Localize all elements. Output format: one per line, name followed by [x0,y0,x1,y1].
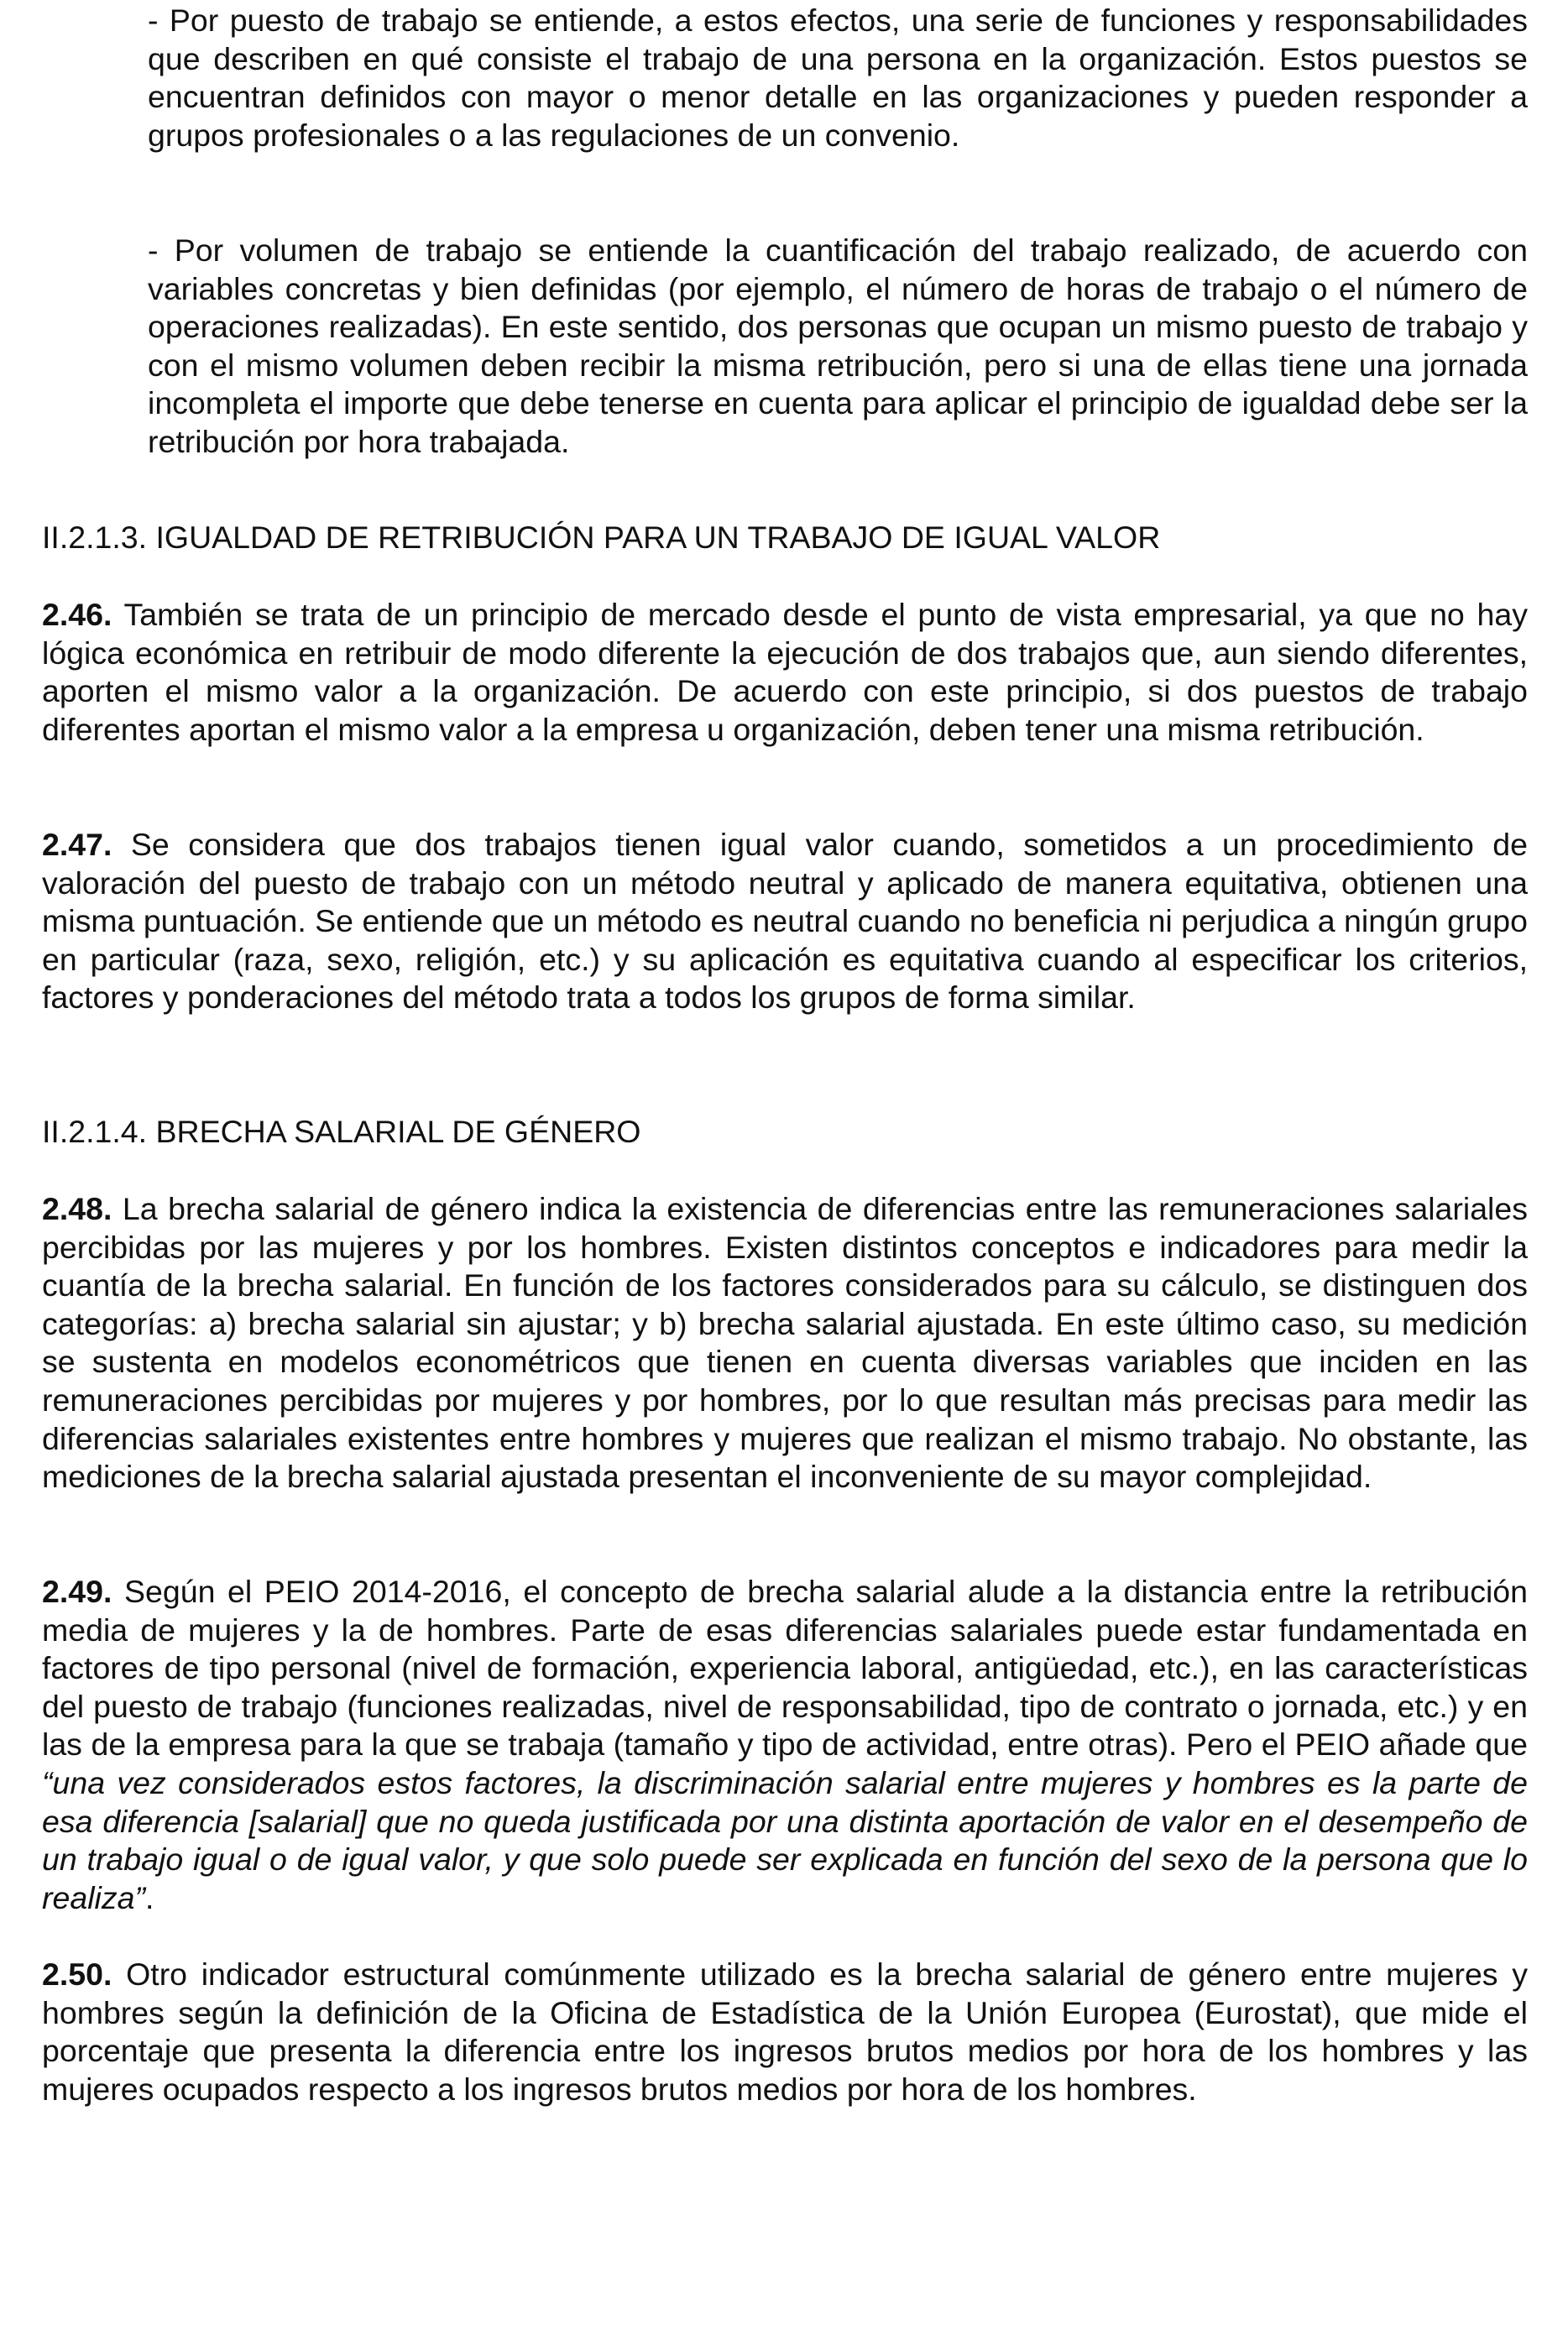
paragraph-number: 2.48. [42,1191,112,1226]
paragraph-2-49 [42,1573,1528,1917]
paragraph-2-47 [42,826,1528,1017]
paragraph-number: 2.50. [42,1956,112,1992]
list-item-volumen-de-trabajo [148,232,1528,462]
paragraph-2-46 [42,596,1528,749]
list-item-text: - Por volumen de trabajo se entiende la cuantificación del trabajo realizado, de acuerdo con variables concretas y bien definidas (por ejemplo, el número de horas de trabajo o el número de operaciones realizadas). En este sentido, dos personas que ocupan un mismo puesto de trabajo y con el mismo volumen deben recibir la misma retribución, pero si una de ellas tiene una jornada incompleta el importe que debe tenerse en cuenta para aplicar el principio de igualdad debe ser la retribución por hora trabajada. [148,232,1528,459]
section-heading-brecha-salarial: II.2.1.4. BRECHA SALARIAL DE GÉNERO [42,1114,641,1149]
paragraph-2-48 [42,1190,1528,1497]
list-item-text: - Por puesto de trabajo se entiende, a estos efectos, una serie de funciones y responsabilidades que describen en qué consiste el trabajo de una persona en la organización. Estos puestos se encuentran definidos con mayor o menor detalle en las organizaciones y pueden responder a grupos profesionales o a las regulaciones de un convenio. [148,3,1528,153]
paragraph-text: La brecha salarial de género indica la existencia de diferencias entre las remuneraciones salariales percibidas por las mujeres y por los hombres. Existen distintos conceptos e indicadores para medir la cuantía de la brecha salarial. En función de los factores considerados para su cálculo, se distinguen dos categorías: a) brecha salarial sin ajustar; y b) brecha salarial ajustada. En este último caso, su medición se sustenta en modelos econométricos que tienen en cuenta diversas variables que inciden en las remuneraciones percibidas por mujeres y por hombres, por lo que resultan más precisas para medir las diferencias salariales existentes entre hombres y mujeres que realizan el mismo trabajo. No obstante, las mediciones de la brecha salarial ajustada presentan el inconveniente de su mayor complejidad. [42,1191,1528,1495]
quote-tail: . [144,1879,154,1915]
paragraph-2-50 [42,1956,1528,2108]
paragraph-text: También se trata de un principio de mercado desde el punto de vista empresarial, ya que no hay lógica económica en retribuir de modo diferente la ejecución de dos trabajos que, aun siendo diferentes, aporten el mismo valor a la organización. De acuerdo con este principio, si dos puestos de trabajo diferentes aportan el mismo valor a la empresa u organización, deben tener una misma retribución. [42,597,1528,747]
paragraph-number: 2.49. [42,1574,112,1609]
paragraph-text: Según el PEIO 2014-2016, el concepto de brecha salarial alude a la distancia entre la retribución media de mujeres y la de hombres. Parte de esas diferencias salariales puede estar fundamentada en factores de tipo personal (nivel de formación, experiencia laboral, antigüedad, etc.), en las características del puesto de trabajo (funciones realizadas, nivel de responsabilidad, tipo de contrato o jornada, etc.) y en las de la empresa para la que se trabaja (tamaño y tipo de actividad, entre otras). Pero el PEIO añade que [42,1574,1528,1763]
paragraph-text: Otro indicador estructural comúnmente utilizado es la brecha salarial de género entre mujeres y hombres según la definición de la Oficina de Estadística de la Unión Europea (Eurostat), que mide el porcentaje que presenta la diferencia entre los ingresos brutos medios por hora de los hombres y las mujeres ocupados respecto a los ingresos brutos medios por hora de los hombres. [42,1956,1528,2107]
peio-quote: “una vez considerados estos factores, la discriminación salarial entre mujeres y hombres es la parte de esa diferencia [salarial] que no queda justificada por una distinta aportación de valor en el desempeño de un trabajo igual o de igual valor, y que solo puede ser explicada en función del sexo de la persona que lo realiza” [42,1764,1528,1915]
paragraph-text: Se considera que dos trabajos tienen igual valor cuando, sometidos a un procedimiento de valoración del puesto de trabajo con un método neutral y aplicado de manera equitativa, obtienen una misma puntuación. Se entiende que un método es neutral cuando no beneficia ni perjudica a ningún grupo en particular (raza, sexo, religión, etc.) y su aplicación es equitativa cuando al especificar los criterios, factores y ponderaciones del método trata a todos los grupos de forma similar. [42,827,1528,1016]
section-heading-igual-valor: II.2.1.3. IGUALDAD DE RETRIBUCIÓN PARA UN TRABAJO DE IGUAL VALOR [42,520,1161,555]
paragraph-number: 2.46. [42,597,112,632]
paragraph-number: 2.47. [42,827,112,862]
list-item-puesto-de-trabajo [148,2,1528,154]
